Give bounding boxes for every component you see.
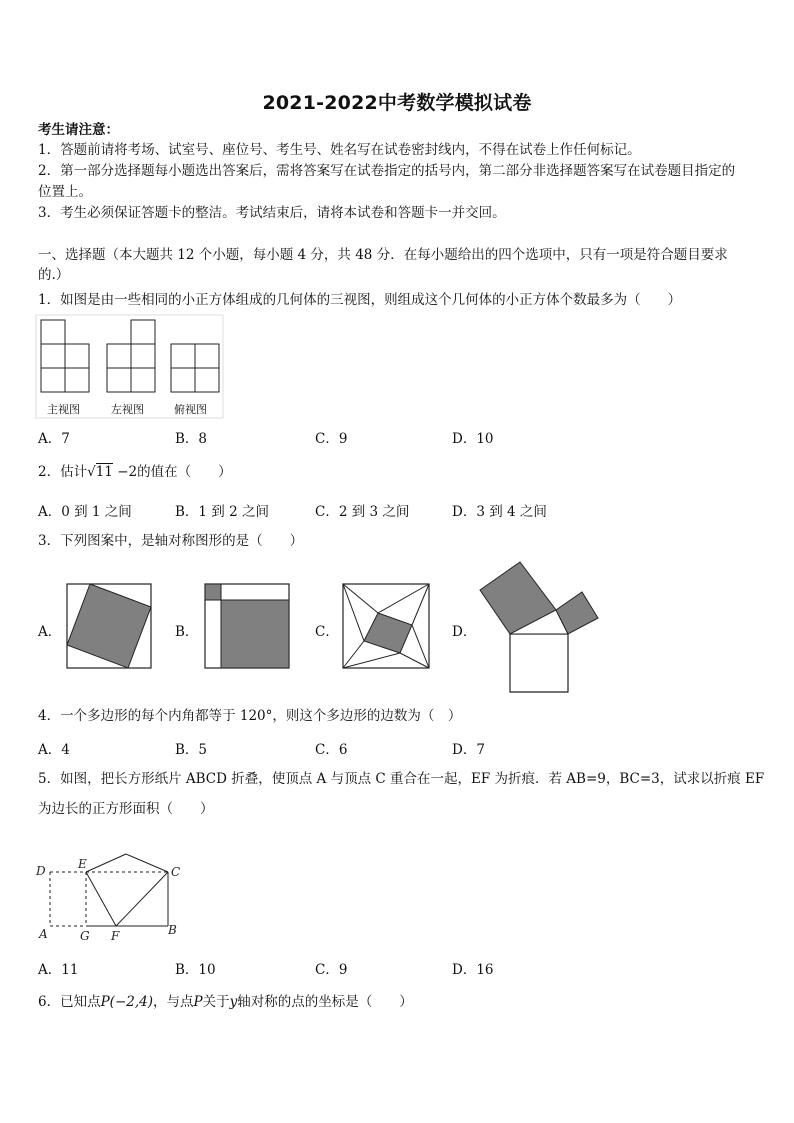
q2-radicand: 11 [95,464,113,480]
q6-p: P [193,994,203,1010]
question-3-stem: 3．下列图案中，是轴对称图形的是（ ） [38,533,304,549]
label-f: F [111,929,120,943]
label-c: C [171,865,181,879]
caption-left-view: 左视图 [111,403,144,416]
label-g: G [80,929,90,943]
notice-item: 位置上。 [38,184,92,200]
q2-minus: −2 [117,464,138,480]
q6-middle1: ，与点 [153,994,194,1010]
q3-option-a[interactable]: A． [38,624,62,640]
caption-top-view: 俯视图 [174,403,207,416]
question-4-stem: 4．一个多边形的每个内角都等于 120°，则这个多边形的边数为（ ） [38,708,462,724]
q6-axis: y [229,994,238,1010]
q1-option-a[interactable]: A．7 [38,431,70,447]
q1-option-c[interactable]: C．9 [315,431,348,447]
q5-option-b[interactable]: B．10 [175,962,216,978]
q6-prefix: 6．已知点 [38,994,101,1010]
caption-front-view: 主视图 [47,403,80,416]
q4-option-b[interactable]: B．5 [175,742,208,758]
question-2-stem [38,462,232,482]
q6-suffix: 轴对称的点的坐标是（ ） [237,994,413,1010]
notice-item: 2．第一部分选择题每小题选出答案后，需将答案写在试卷指定的括号内，第二部分非选择题答案写在试卷题目指定的 [38,163,736,179]
label-e: E [78,857,87,871]
q2-option-d[interactable]: D．3 到 4 之间 [452,504,547,520]
notice-item: 3．考生必须保证答题卡的整洁。考试结束后，请将本试卷和答题卡一并交回。 [38,205,506,221]
q3-option-b[interactable]: B． [175,624,199,640]
notice-item: 1．答题前请将考场、试室号、座位号、考生号、姓名写在试卷密封线内，不得在试卷上作任何标记。 [38,142,641,158]
q6-point: P(−2,4) [100,994,153,1010]
notice-heading: 考生请注意： [38,122,119,138]
page-title: 2021-2022中考数学模拟试卷 [262,92,532,114]
q4-option-d[interactable]: D．7 [452,742,485,758]
q1-option-d[interactable]: D．10 [452,431,494,447]
question-5-stem-cont: 为边长的正方形面积（ ） [38,801,214,817]
folded-rectangle-figure [34,852,194,944]
pattern-c-figure [342,583,430,669]
q4-option-a[interactable]: A．4 [38,742,70,758]
section-heading: 一、选择题（本大题共 12 个小题，每小题 4 分，共 48 分．在每小题给出的四个选项中，只有一项是符合题目要求 [38,247,728,263]
q4-option-c[interactable]: C．6 [315,742,348,758]
q5-option-c[interactable]: C．9 [315,962,348,978]
pattern-b-figure [204,583,290,669]
q2-option-c[interactable]: C．2 到 3 之间 [315,504,410,520]
pattern-d-figure [478,560,600,696]
label-a: A [39,927,48,941]
q2-suffix: 的值在（ ） [137,464,232,480]
q3-option-c[interactable]: C． [315,624,339,640]
question-5-stem: 5．如图，把长方形纸片 ABCD 折叠，使顶点 A 与顶点 C 重合在一起，EF 为折痕．若 AB=9，BC=3，试求以折痕 EF [38,771,765,787]
label-d: D [36,864,46,878]
section-heading-cont: 的.） [38,267,70,283]
q2-option-b[interactable]: B．1 到 2 之间 [175,504,269,520]
question-6-stem [38,992,413,1012]
question-1-stem: 1．如图是由一些相同的小正方体组成的几何体的三视图，则组成这个几何体的小正方体个数最多为（ ） [38,292,682,308]
q3-option-d[interactable]: D． [452,624,477,640]
q5-option-d[interactable]: D．16 [452,962,494,978]
q1-option-b[interactable]: B．8 [175,431,208,447]
label-b: B [168,923,177,937]
q5-option-a[interactable]: A．11 [38,962,79,978]
q2-option-a[interactable]: A．0 到 1 之间 [38,504,132,520]
sqrt-expression: √11 −2 [87,464,138,480]
q2-prefix: 2．估计 [38,464,88,480]
pattern-a-figure [66,583,152,669]
q6-middle2: 关于 [202,994,230,1010]
